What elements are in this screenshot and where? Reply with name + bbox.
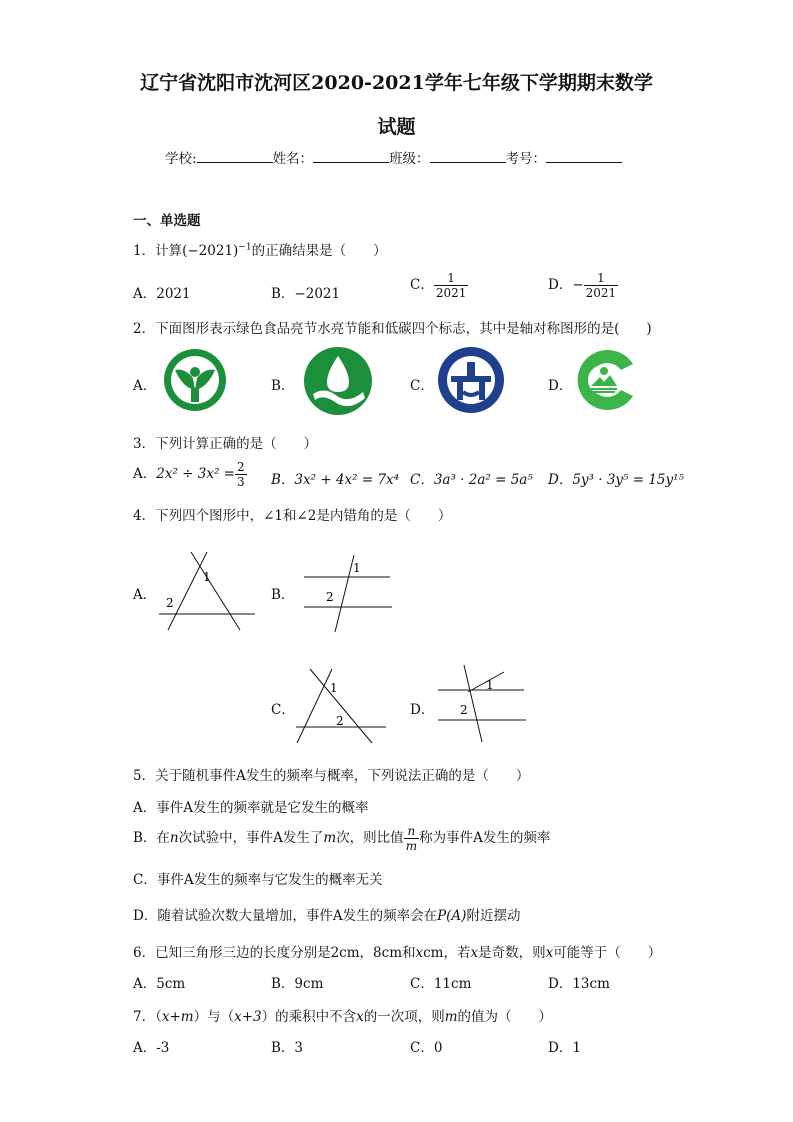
class-blank[interactable] [430, 150, 506, 163]
q5-b-den: m [405, 839, 418, 853]
q4a-angle-2: 2 [166, 596, 174, 610]
q1-option-a[interactable]: A．2021 [133, 286, 191, 302]
q7-post: 的值为（ ） [457, 1009, 553, 1025]
q5-b-pre: B．在 [133, 830, 170, 846]
q4-option-b-label[interactable]: B． [271, 587, 295, 603]
number-blank[interactable] [546, 150, 622, 163]
school-label: 学校: [165, 151, 197, 167]
q7-m: m [444, 1009, 458, 1025]
q1-d-label: D． [548, 277, 573, 293]
q6-option-a[interactable]: A．5cm [133, 976, 186, 992]
energy-saving-logo-icon [437, 346, 505, 414]
q1-option-c[interactable] [410, 271, 468, 300]
question-3-stem: 3．下列计算正确的是（ ） [133, 436, 318, 452]
name-label: 姓名： [272, 151, 314, 167]
q4d-angle-1: 1 [486, 678, 494, 692]
q6-x1: x [415, 945, 424, 961]
q2-option-b-label[interactable]: B． [271, 378, 295, 394]
q6-option-c[interactable]: C．11cm [410, 976, 472, 992]
q5-d-post: 附近摆动 [466, 908, 521, 924]
q3-option-c[interactable]: C．3a³ · 2a² = 5a⁵ [410, 472, 533, 488]
q6-mid1: cm，若 [423, 945, 471, 961]
student-info [165, 147, 622, 167]
q6-pre: 6．已知三角形三边的长度分别是2cm，8cm和 [133, 945, 416, 961]
q6-post: 可能等于（ ） [553, 945, 662, 961]
q7-x: x [356, 1009, 364, 1025]
q1-option-b[interactable]: B．−2021 [271, 286, 341, 302]
q4-figure-c [292, 666, 392, 746]
q5-d-pre: D．随着试验次数大量增加，事件A发生的频率会在 [133, 908, 438, 924]
q1-c-num: 1 [434, 271, 469, 286]
q5-b-num: n [404, 824, 419, 839]
q4c-angle-1: 1 [330, 681, 338, 695]
q1-expr: (−2021) [182, 243, 239, 259]
q2-option-d-label[interactable]: D． [548, 378, 573, 394]
q1-d-den: 2021 [585, 286, 617, 300]
q3-option-b[interactable]: B．3x² + 4x² = 7x⁴ [271, 472, 400, 488]
name-blank[interactable] [313, 150, 389, 163]
q5-b-post: 称为事件A发生的频率 [419, 830, 551, 846]
q6-mid2: 是奇数，则 [478, 945, 546, 961]
q5-option-d[interactable] [133, 904, 520, 924]
q7-mid2: ）的乘积中不含 [261, 1009, 357, 1025]
question-2-stem: 2．下面图形表示绿色食品亮节水亮节能和低碳四个标志，其中是轴对称图形的是( ) [133, 321, 652, 337]
q7-option-b[interactable]: B．3 [271, 1040, 304, 1056]
q7-pre: 7．（ [133, 1009, 162, 1025]
q4a-angle-1: 1 [203, 570, 211, 584]
q1-d-sign: − [572, 277, 584, 293]
q5-b-mid1: 次试验中，事件A发生了 [178, 830, 324, 846]
q1-exponent: −1 [238, 242, 252, 253]
q3-option-a[interactable] [133, 460, 247, 489]
q1-post: 的正确结果是（ ） [251, 243, 387, 259]
q5-b-m: m [323, 830, 337, 846]
q1-d-num: 1 [584, 271, 619, 286]
q7-option-d[interactable]: D．1 [548, 1040, 581, 1056]
q4-figure-a [155, 550, 260, 635]
q2-option-c-label[interactable]: C． [410, 378, 434, 394]
q5-b-mid2: 次，则比值 [336, 830, 404, 846]
number-label: 考号： [505, 151, 547, 167]
q1-c-fraction [434, 271, 469, 300]
q5-option-c[interactable]: C．事件A发生的频率与它发生的概率无关 [133, 872, 383, 888]
q4b-angle-1: 1 [353, 561, 361, 575]
q1-c-den: 2021 [435, 286, 467, 300]
q6-x2: x [470, 945, 479, 961]
water-saving-logo-icon [303, 346, 373, 416]
q7-mid1: ）与（ [193, 1009, 235, 1025]
q4-option-a-label[interactable]: A． [133, 587, 157, 603]
green-food-logo-icon [163, 348, 227, 412]
question-5-stem: 5．关于随机事件A发生的频率与概率，下列说法正确的是（ ） [133, 768, 530, 784]
q6-x3: x [545, 945, 554, 961]
q7-mid3: 的一次项，则 [363, 1009, 445, 1025]
question-1-stem [133, 239, 387, 259]
question-4-stem: 4．下列四个图形中，∠1和∠2是内错角的是（ ） [133, 508, 452, 524]
question-6-stem [133, 941, 661, 961]
q3-option-d[interactable]: D．5y³ · 3y⁵ = 15y¹⁵ [548, 472, 684, 488]
exam-title: 辽宁省沈阳市沈河区2020-2021学年七年级下学期期末数学 [140, 72, 653, 94]
q6-option-d[interactable]: D．13cm [548, 976, 610, 992]
low-carbon-logo-icon [573, 346, 635, 414]
class-label: 班级： [389, 151, 430, 167]
q4-option-c-label[interactable]: C． [271, 702, 295, 718]
q2-option-a-label[interactable]: A． [133, 378, 157, 394]
q1-c-label: C． [410, 277, 434, 293]
q6-option-b[interactable]: B．9cm [271, 976, 324, 992]
q1-d-fraction [584, 271, 619, 300]
q4-option-d-label[interactable]: D． [410, 702, 435, 718]
q4c-angle-2: 2 [336, 714, 344, 728]
q3-a-expr: 2x² ÷ 3x² = [156, 466, 235, 482]
q4-figure-b [298, 552, 398, 634]
q1-option-d[interactable] [548, 271, 618, 300]
question-7-stem [133, 1005, 552, 1025]
q3-a-label: A． [133, 466, 157, 482]
q7-option-a[interactable]: A．-3 [133, 1040, 170, 1056]
q4d-angle-2: 2 [460, 703, 468, 717]
q7-term1: x+m [161, 1009, 194, 1025]
section-heading: 一、单选题 [133, 213, 201, 229]
q5-b-n: n [169, 830, 179, 846]
q3-a-fraction [235, 460, 247, 489]
q4b-angle-2: 2 [326, 590, 334, 604]
q7-option-c[interactable]: C．0 [410, 1040, 443, 1056]
q5-option-b[interactable] [133, 824, 550, 853]
q7-term2: x+3 [234, 1009, 262, 1025]
school-blank[interactable] [197, 150, 273, 163]
q5-d-expr: P(A) [437, 908, 467, 924]
q4-figure-d [434, 662, 530, 744]
q5-option-a[interactable]: A．事件A发生的频率就是它发生的概率 [133, 800, 369, 816]
q5-b-fraction [404, 824, 419, 853]
q1-pre: 1．计算 [133, 243, 183, 259]
q3-a-num: 2 [236, 460, 245, 474]
exam-title-line2: 试题 [377, 116, 416, 138]
q3-a-den: 3 [236, 475, 245, 489]
